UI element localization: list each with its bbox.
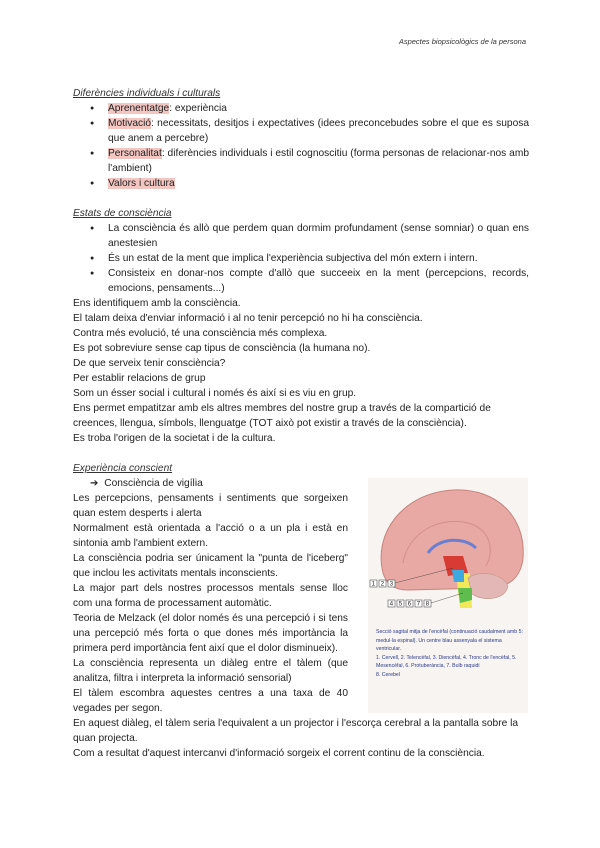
states-list [73,221,529,296]
paragraph: En aquest diàleg, el tàlem seria l'equivalent a un projector i l'escorça cerebral a la pantalla sobre la quan projecta. [73,718,519,744]
paragraph: La major part dels nostres processos mentals sense lloc com una forma de processament automàtic. [73,583,348,609]
list-item: ● Aprenentatge: experiència [108,101,529,116]
paragraph: De que serveix tenir consciència? [73,358,226,369]
text-column [73,491,348,716]
brain-diagram [368,478,528,628]
paragraph: El tàlem escombra aquestes centres a una taxa de 40 vegades per segon. [73,688,348,714]
figure-label: 7 [416,601,421,608]
figure-label: 1 [371,581,376,588]
page-header: Aspectes biopsicològics de la persona [398,37,526,46]
paragraph: La consciència podria ser únicament la "punta de l'iceberg" que inclou les activitats mentals inconscients. [73,553,348,579]
paragraph: Es troba l'origen de la societat i de la cultura. [73,433,276,444]
figure-label: 2 [380,581,385,588]
figure-label: 6 [407,601,412,608]
paragraph: Normalment està orientada a l'acció o a un pla i està en sintonia amb l'ambient extern. [73,523,348,549]
list-item: ● Motivació: necessitats, desitjos i expectatives (idees preconcebudes sobre el que es suposa que anem a percebre) [108,116,529,146]
paragraph: Es pot sobreviure sense cap tipus de consciència (la humana no). [73,343,371,354]
section-title-differences: Diferències individuals i culturals [73,88,221,99]
list-item: ● Consisteix en donar-nos compte d'allò que succeeix en la ment (percepcions, records, emocions, pensaments...) [108,266,529,296]
figure-label: 4 [389,601,394,608]
paragraph: La consciència representa un diàleg entre el tàlem (que analitza, filtra i interpreta la informació sensorial) [73,658,348,684]
paragraph: Contra més evolució, té una consciència més complexa. [73,328,328,339]
document-body [73,86,529,761]
section-title-experience: Experiència conscient [73,463,173,474]
brain-figure [368,478,528,713]
paragraph: Ens permet empatitzar amb els altres membres del nostre grup a través de la compartició de creences, llengua, símbols, llenguatge (TOT això pot existir a través de la consciència). [73,403,491,429]
figure-label: 8 [425,601,430,608]
list-item: ● Personalitat: diferències individuals i estil cognoscitiu (forma personas de relacionar-nos amb l'ambient) [108,146,529,176]
paragraph: Les percepcions, pensaments i sentiments que sorgeixen quan estem desperts i alerta [73,493,348,519]
list-item: ● És un estat de la ment que implica l'experiència subjectiva del món extern i intern. [108,251,529,266]
list-item: ● Valors i cultura [108,176,529,191]
list-item: ● La consciència és allò que perdem quan dormim profundament (sense somniar) o quan ens anestesien [108,221,529,251]
paragraph: Som un ésser social i cultural i només és així si es viu en grup. [73,388,357,399]
paragraph: El talam deixa d'enviar informació i al no tenir percepció no hi ha consciència. [73,313,423,324]
section-title-states: Estats de consciència [73,208,172,219]
paragraph: Ens identifiquem amb la consciència. [73,298,241,309]
figure-label: 5 [398,601,403,608]
arrow-icon: ➔ [90,478,99,489]
paragraph: Com a resultat d'aquest intercanvi d'informació sorgeix el corrent continu de la consciència. [73,748,485,759]
arrow-item: ➔ Consciència de vigília [90,478,203,489]
figure-label: 3 [389,581,394,588]
paragraph: Per establir relacions de grup [73,373,206,384]
paragraph: Teoria de Melzack (el dolor només és una percepció i si tens una percepció més forta o que dones més importància la primera perd importància fent així que el dolor disminueix). [73,613,348,654]
differences-list [73,101,529,191]
figure-caption: Secció sagital mitja de l'encèfal (continuació caudalment amb 5: medul·la espinal). Un centre blau assenyala el sistema ventricular. 1. Cervell, 2. Telencèfal, 3. Diencèfal, 4. Tronc de l'encèfal, 5. Mesencèfal, 6. Protuberància, 7. Bulb raquidi 8. Cerebel [376,629,523,678]
